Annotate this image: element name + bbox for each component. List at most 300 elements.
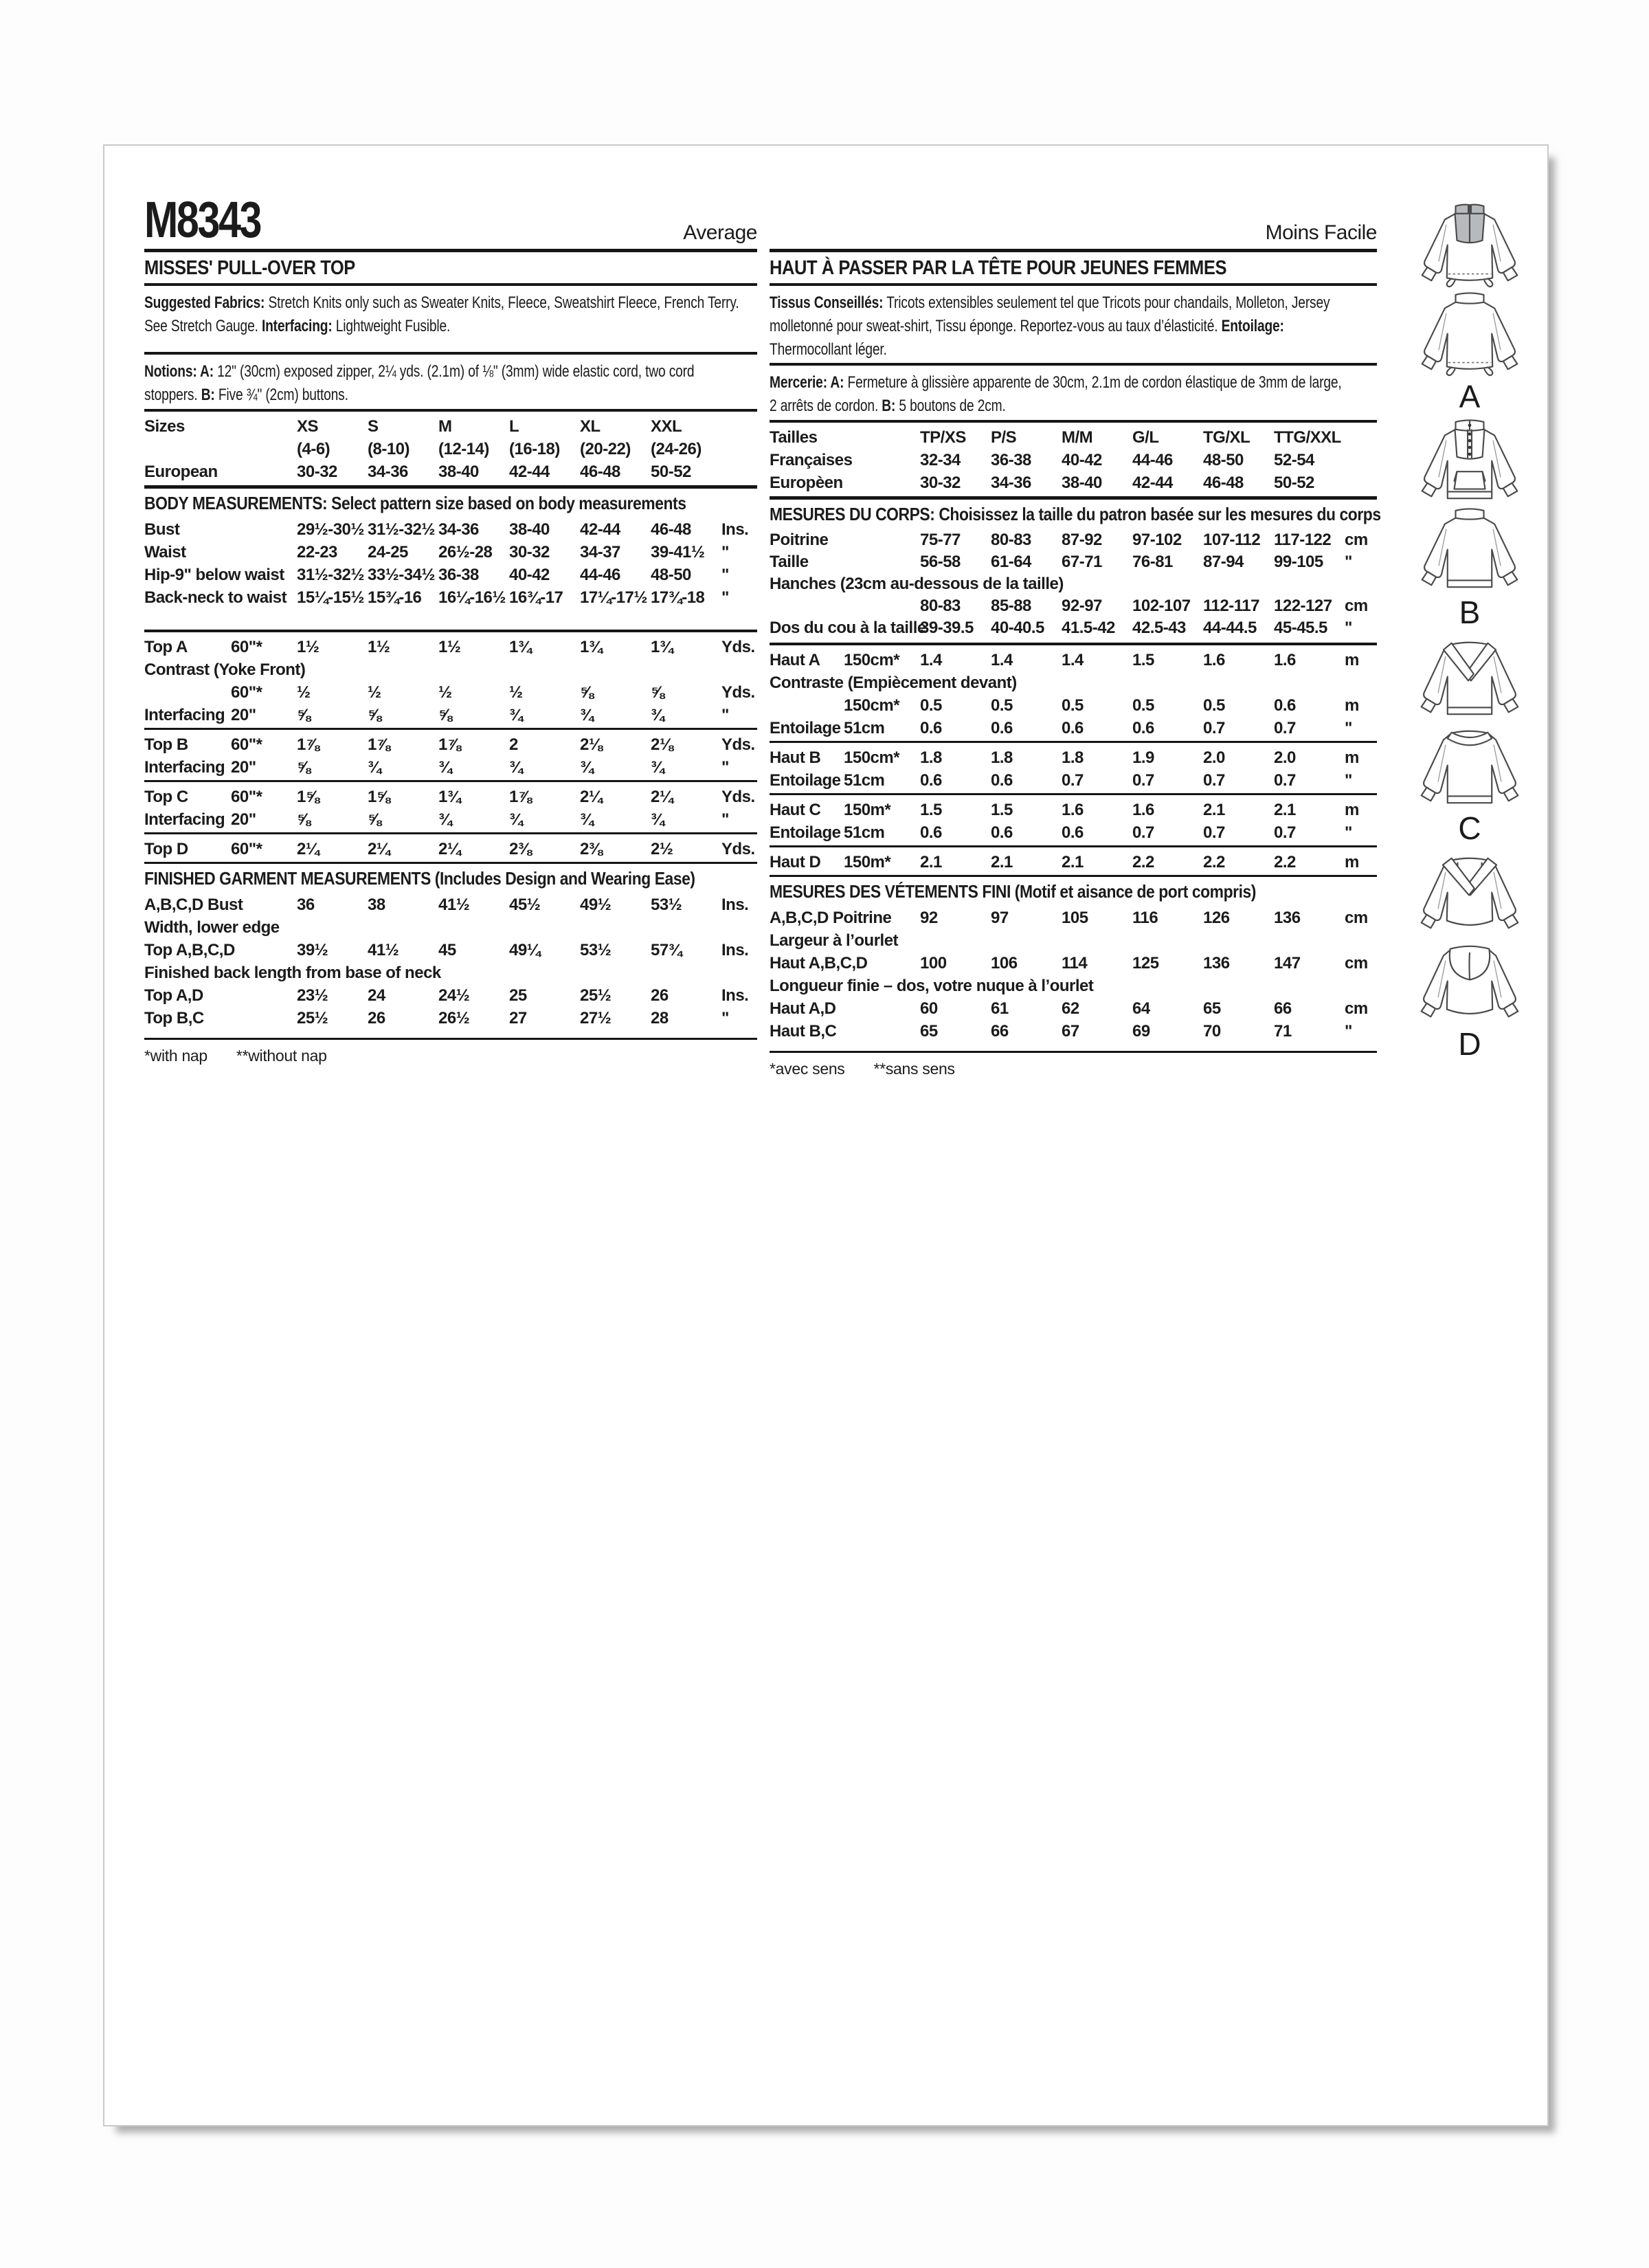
size-value: 38-40 (438, 463, 479, 481)
unit (721, 460, 757, 483)
size-value: 42.5-43 (1132, 619, 1186, 637)
size-value: 1½ (438, 638, 461, 656)
size-value: 1¾ (651, 638, 673, 656)
size-value: 2.1 (920, 853, 942, 871)
unit: " (1345, 619, 1352, 637)
unit: Ins. (721, 941, 749, 959)
row-label: Top B,C (144, 1009, 204, 1027)
size-value: 136 (1203, 954, 1230, 972)
size-value: 27½ (580, 1009, 612, 1027)
divider (144, 832, 757, 834)
unit: m (1345, 801, 1359, 819)
yardage-table-haut-a (770, 649, 1377, 740)
fabric-width (844, 529, 920, 551)
size-value: 87-94 (1203, 553, 1244, 571)
size-value: TTG/XXL (1274, 428, 1341, 447)
table-row (144, 681, 757, 704)
unit (1345, 426, 1377, 449)
text-line: molletonné pour sweat-shirt, Tissu éponge. Reportez-vous au taux d’élasticité. Entoilage: (770, 317, 1284, 335)
size-value: 61-64 (991, 553, 1031, 571)
row-label: A,B,C,D Poitrine (770, 909, 892, 927)
unit: cm (1345, 909, 1368, 927)
divider (770, 363, 1377, 366)
view-letter-d: D (1458, 1026, 1481, 1062)
size-value: 50-52 (1274, 474, 1314, 492)
table-row (144, 756, 757, 779)
difficulty-label-fr: Moins Facile (1265, 221, 1377, 244)
size-value: 48-50 (651, 566, 691, 584)
size-value: 0.6 (1132, 719, 1154, 737)
size-value: 40-40.5 (991, 619, 1044, 637)
fabric-width (844, 617, 920, 639)
table-row (144, 808, 757, 831)
table-row (770, 851, 1377, 874)
unit: " (1345, 823, 1352, 842)
unit: " (721, 758, 729, 777)
size-value: 2½ (651, 840, 673, 858)
size-value: TG/XL (1203, 428, 1250, 447)
table-row (144, 984, 757, 1007)
fabric-width: 51cm (844, 719, 885, 737)
size-value: 44-46 (1132, 451, 1173, 469)
garment-c-front-drawing (1411, 635, 1528, 721)
size-value: 25½ (580, 986, 612, 1005)
size-value: 2.2 (1203, 853, 1225, 871)
footnote-en (144, 1047, 757, 1065)
size-value: 0.7 (1132, 771, 1154, 790)
row-label (144, 681, 231, 704)
french-column (770, 205, 1381, 1078)
size-value: 0.5 (991, 696, 1013, 715)
table-row (144, 541, 757, 564)
yardage-table-haut-d (770, 851, 1377, 874)
size-value: 1⅝ (297, 788, 319, 806)
table-row (144, 460, 757, 483)
spacer (144, 338, 757, 352)
table-row (144, 415, 757, 438)
size-value: 70 (1203, 1022, 1221, 1041)
size-value: 1¾ (580, 638, 603, 656)
size-value: 2⅛ (580, 735, 603, 754)
size-value: 26 (368, 1009, 385, 1027)
row-label (770, 694, 844, 717)
size-value: 105 (1062, 909, 1088, 927)
size-value: 1.5 (1132, 651, 1154, 669)
unit: Ins. (721, 520, 749, 539)
fabric-width: 51cm (844, 771, 885, 790)
divider (770, 875, 1377, 877)
fabric-width (231, 415, 297, 438)
size-value: 2.1 (1203, 801, 1225, 819)
size-value: 2 (509, 735, 518, 754)
size-value: 0.5 (1062, 696, 1084, 715)
size-value: 1⅝ (368, 788, 390, 806)
fabric-width: 60"* (231, 735, 262, 754)
size-value: 112-117 (1203, 597, 1259, 615)
row-label: Waist (144, 543, 186, 562)
size-value: 2⅜ (509, 840, 532, 858)
text-line: Tissus Conseillés: Tricots extensibles seulement tel que Tricots pour chandails, Molleton, Jersey (770, 293, 1330, 312)
row-label: Entoilage (770, 719, 841, 737)
fabric-width (231, 1007, 297, 1030)
size-value: 44-46 (580, 566, 620, 584)
size-value: 53½ (580, 941, 612, 959)
size-value: (12-14) (438, 440, 489, 458)
size-value: 1.4 (1062, 651, 1084, 669)
size-value: 106 (991, 954, 1018, 972)
size-value: ¾ (509, 758, 523, 777)
unit: m (1345, 696, 1359, 715)
row-label: Sizes (144, 417, 185, 436)
row-label: Poitrine (770, 531, 829, 549)
size-value: 99-105 (1274, 553, 1323, 571)
size-value: 1.4 (991, 651, 1013, 669)
unit: cm (1345, 999, 1368, 1018)
row-label: Top B (144, 735, 188, 754)
size-value: 0.5 (1132, 696, 1154, 715)
size-value: ½ (368, 683, 381, 702)
size-value: M (438, 417, 452, 436)
unit: Ins. (721, 986, 749, 1005)
size-value: 29½-30½ (297, 520, 364, 539)
fabric-width (231, 460, 297, 483)
divider (770, 793, 1377, 795)
size-value: 34-36 (438, 520, 479, 539)
row-label: Tailles (770, 428, 818, 447)
size-value: 31½-32½ (368, 520, 435, 539)
fabric-width (231, 564, 297, 586)
table-row-label: Hanches (23cm au-dessous de la taille) (770, 575, 1064, 593)
size-value: ⅝ (297, 758, 311, 777)
body-measurements-table-en (144, 518, 757, 609)
size-value: 41½ (368, 941, 399, 959)
divider (770, 283, 1377, 286)
fabric-width (844, 1020, 920, 1043)
unit (721, 415, 757, 438)
table-row (770, 799, 1377, 821)
size-value: G/L (1132, 428, 1159, 447)
unit: " (1345, 1022, 1352, 1041)
fabric-width: 20" (231, 810, 256, 829)
text-line: Suggested Fabrics: Stretch Knits only such as Sweater Knits, Fleece, Sweatshirt Fleece, French Terry. (144, 293, 739, 312)
unit: m (1345, 651, 1359, 669)
divider (144, 630, 757, 632)
size-value: 85-88 (991, 597, 1031, 615)
row-label: Haut A (770, 651, 820, 669)
size-value: 15¾-16 (368, 588, 422, 607)
table-row-label: Finished back length from base of neck (144, 964, 441, 982)
size-value: ⅝ (368, 810, 381, 829)
fabric-width (844, 449, 920, 471)
size-value: 125 (1132, 954, 1159, 972)
size-value: 0.5 (920, 696, 942, 715)
size-value: XS (297, 417, 319, 436)
size-value: 45-45.5 (1274, 619, 1327, 637)
fabric-width (844, 952, 920, 975)
size-value: 1.6 (1062, 801, 1084, 819)
size-value: 61 (991, 999, 1009, 1018)
table-row-label: Largeur à l’ourlet (770, 931, 899, 950)
size-value: 38-40 (509, 520, 550, 539)
fabrics-paragraph-en (144, 291, 739, 338)
unit: Yds. (721, 840, 755, 858)
size-value: 26 (651, 986, 669, 1005)
unit: " (1345, 771, 1352, 790)
size-value: (16-18) (509, 440, 560, 458)
size-value: 1.6 (1132, 801, 1154, 819)
row-label: Dos du cou à la taille (770, 619, 926, 637)
size-value: 2¼ (438, 840, 461, 858)
footnote-without-nap: **without nap (236, 1047, 327, 1065)
fabric-width (231, 541, 297, 564)
size-value: 40-42 (1062, 451, 1102, 469)
unit: " (721, 588, 729, 607)
size-value: 0.6 (920, 823, 942, 842)
size-value: 27 (509, 1009, 527, 1027)
size-value: 0.6 (1062, 823, 1084, 842)
table-row (770, 997, 1377, 1020)
size-value: 2⅜ (580, 840, 603, 858)
size-value: 117-122 (1274, 531, 1332, 549)
size-value: 0.6 (1274, 696, 1296, 715)
divider (770, 643, 1377, 645)
table-row (770, 1020, 1377, 1043)
size-value: 46-48 (651, 520, 691, 539)
size-value: 24 (368, 986, 385, 1005)
view-letter-b: B (1459, 594, 1481, 630)
table-row (770, 471, 1377, 494)
size-value: ¾ (580, 810, 594, 829)
fabric-width: 60"* (231, 683, 262, 702)
garment-title-en: MISSES' PULL-OVER TOP (144, 257, 355, 279)
size-value: 41.5-42 (1062, 619, 1115, 637)
size-value: (24-26) (651, 440, 702, 458)
size-value: 136 (1274, 909, 1301, 927)
size-value: 2.2 (1132, 853, 1154, 871)
divider (144, 1038, 757, 1040)
unit: Yds. (721, 788, 755, 806)
size-value: 0.6 (991, 771, 1013, 790)
fabric-width (231, 984, 297, 1007)
size-value: 0.6 (920, 719, 942, 737)
size-value: 71 (1274, 1022, 1292, 1041)
size-value: 49½ (580, 896, 612, 914)
divider (144, 862, 757, 864)
text-line: 2 arrêts de cordon. B: 5 boutons de 2cm. (770, 397, 1006, 415)
size-value: 24½ (438, 986, 470, 1005)
divider (144, 352, 757, 355)
size-value: 0.7 (1274, 823, 1296, 842)
fabric-width (231, 893, 297, 916)
size-value: 15¼-15½ (297, 588, 364, 607)
difficulty-label-en: Average (683, 221, 757, 244)
size-value: 45 (438, 941, 456, 959)
table-row (770, 595, 1377, 617)
garment-b-back-drawing (1411, 508, 1528, 594)
size-value: 0.7 (1274, 771, 1296, 790)
table-row (770, 649, 1377, 671)
fabric-width (844, 595, 920, 617)
size-value: 39½ (297, 941, 328, 959)
table-row (770, 551, 1377, 573)
size-value: 2¼ (297, 840, 319, 858)
row-label: Taille (770, 553, 809, 571)
size-value: 23½ (297, 986, 328, 1005)
size-value: 126 (1203, 909, 1230, 927)
size-value: 62 (1062, 999, 1079, 1018)
unit: cm (1345, 954, 1368, 972)
size-value: 2.1 (1274, 801, 1296, 819)
view-letter-a: A (1459, 379, 1481, 414)
size-value: 33½-34½ (368, 566, 435, 584)
size-value: 1.5 (920, 801, 942, 819)
fabric-width: 150m* (844, 853, 891, 871)
size-value: 22-23 (297, 543, 337, 562)
size-value: 1⅞ (509, 788, 532, 806)
size-value: 17¼-17½ (580, 588, 647, 607)
size-value: 1.6 (1274, 651, 1296, 669)
fabric-width: 20" (231, 758, 256, 777)
size-value: ⅝ (651, 683, 664, 702)
table-row (770, 449, 1377, 471)
notions-paragraph-fr (770, 371, 1342, 418)
footnote-avec-sens: *avec sens (770, 1060, 845, 1078)
garment-a-front-drawing (1411, 203, 1528, 289)
fabric-width (844, 551, 920, 573)
size-value: 100 (920, 954, 947, 972)
table-row (144, 704, 757, 726)
row-label (770, 595, 844, 617)
table-row (144, 1007, 757, 1030)
size-value: 66 (1274, 999, 1292, 1018)
unit: " (721, 1009, 729, 1027)
size-value: 40-42 (509, 566, 550, 584)
size-value: 92 (920, 909, 938, 927)
fabric-width (844, 997, 920, 1020)
footnote-with-nap: *with nap (144, 1047, 207, 1065)
size-value: 1.8 (920, 748, 942, 767)
row-label: Interfacing (144, 810, 225, 829)
size-value: ⅝ (580, 683, 594, 702)
size-value: 48-50 (1203, 451, 1244, 469)
size-value: 50-52 (651, 463, 691, 481)
yardage-table-top-a (144, 636, 757, 726)
size-value: 2¼ (651, 788, 673, 806)
text-line: See Stretch Gauge. Interfacing: Lightweight Fusible. (144, 317, 451, 335)
size-value: 41½ (438, 896, 470, 914)
size-value: 1⅞ (438, 735, 461, 754)
divider (144, 485, 757, 489)
size-value: 2⅛ (651, 735, 673, 754)
size-value: 0.7 (1203, 719, 1225, 737)
unit: m (1345, 853, 1359, 871)
fabrics-paragraph-fr (770, 291, 1330, 362)
size-value: 30-32 (509, 543, 550, 562)
size-value: 65 (920, 1022, 938, 1041)
size-value: 39-41½ (651, 543, 705, 562)
notions-paragraph-en (144, 360, 695, 407)
size-value: 2.2 (1274, 853, 1296, 871)
size-value: ⅝ (438, 706, 452, 724)
size-value: 1⅞ (297, 735, 319, 754)
size-value: ½ (438, 683, 452, 702)
size-value: 45½ (509, 896, 541, 914)
size-value: ¾ (509, 810, 523, 829)
pattern-number: M8343 (144, 191, 261, 248)
table-row-label: Contraste (Empiècement devant) (770, 674, 1017, 692)
size-value: 97 (991, 909, 1009, 927)
body-measurements-title-en: BODY MEASUREMENTS: Select pattern size based on body measurements (144, 493, 686, 513)
size-value: 2.0 (1274, 748, 1296, 767)
unit: Yds. (721, 683, 755, 702)
size-value: 0.6 (991, 823, 1013, 842)
size-value: 80-83 (920, 597, 961, 615)
row-label: Interfacing (144, 706, 225, 724)
row-label: Bust (144, 520, 180, 539)
size-value: 0.7 (1203, 771, 1225, 790)
row-label: Entoilage (770, 771, 841, 790)
fabric-width: 20" (231, 706, 256, 724)
size-value: 30-32 (297, 463, 337, 481)
row-label: Haut B,C (770, 1022, 837, 1041)
unit (721, 438, 757, 460)
size-value: 0.6 (920, 771, 942, 790)
size-value: 28 (651, 1009, 669, 1027)
unit: Ins. (721, 896, 749, 914)
size-value: ¾ (651, 706, 664, 724)
size-value: 1¾ (509, 638, 532, 656)
fabric-width: 60"* (231, 840, 262, 858)
divider (770, 741, 1377, 743)
row-label: Back-neck to waist (144, 588, 287, 607)
size-value: 0.6 (1062, 719, 1084, 737)
size-value: 97-102 (1132, 531, 1182, 549)
size-value: 17¾-18 (651, 588, 705, 607)
size-value: 39-39.5 (920, 619, 974, 637)
garment-c-back-drawing (1411, 724, 1528, 810)
size-value: ¾ (580, 706, 594, 724)
size-value: 0.7 (1132, 823, 1154, 842)
fabric-width: 60"* (231, 788, 262, 806)
row-label: Françaises (770, 451, 853, 469)
size-value: ⅝ (297, 706, 311, 724)
yardage-table-haut-b (770, 746, 1377, 792)
size-value: 1⅞ (368, 735, 390, 754)
size-value: 30-32 (920, 474, 961, 492)
finished-measurements-table-en (144, 893, 757, 1030)
table-row (770, 617, 1377, 639)
size-value: 44-44.5 (1203, 619, 1257, 637)
table-row (144, 893, 757, 916)
size-value: 65 (1203, 999, 1221, 1018)
size-value: ¾ (368, 758, 381, 777)
size-value: 0.7 (1062, 771, 1084, 790)
size-value: 34-36 (991, 474, 1031, 492)
table-row (770, 821, 1377, 844)
garment-a-back-drawing (1411, 292, 1528, 378)
size-value: 92-97 (1062, 597, 1102, 615)
table-row (770, 952, 1377, 975)
table-row-label: Width, lower edge (144, 918, 280, 937)
size-value: 1.4 (920, 651, 942, 669)
size-value: 46-48 (580, 463, 620, 481)
garment-b-front-drawing (1411, 419, 1528, 505)
size-value: 46-48 (1203, 474, 1244, 492)
unit: " (721, 810, 729, 829)
size-value: (20-22) (580, 440, 631, 458)
table-row (144, 564, 757, 586)
size-value: 2¼ (368, 840, 390, 858)
